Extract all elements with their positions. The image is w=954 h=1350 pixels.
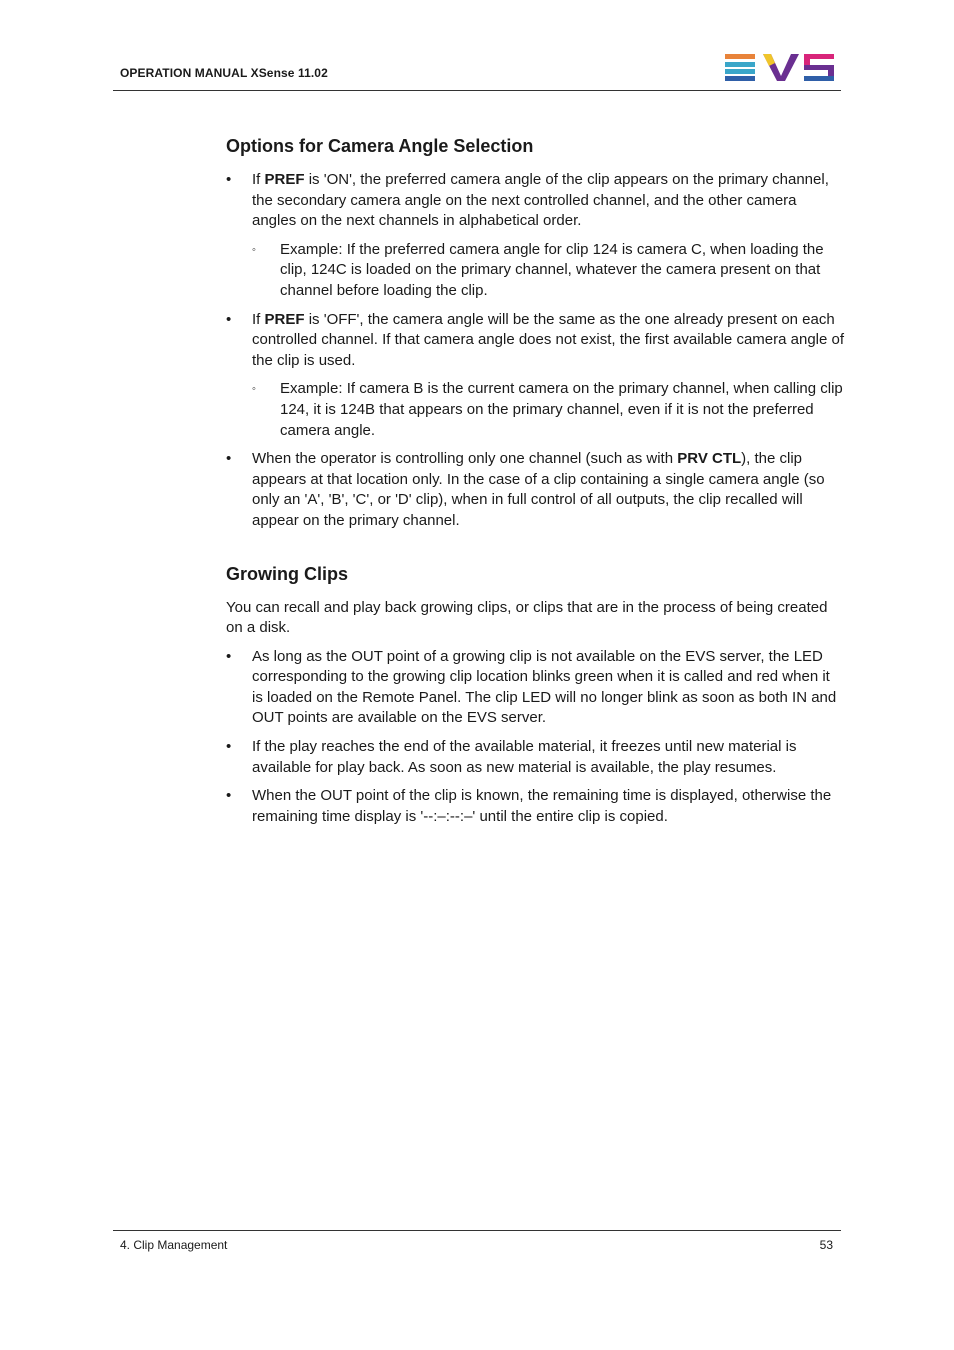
page-content — [226, 134, 844, 835]
list-item: • If PREF is 'OFF', the camera angle will be the same as the one already present on each controlled channel. If that camera angle does not exist, the first available camera angle of the clip is used. ◦ Example: If camera B is the current camera on the primary channel, when calling clip 124, it is 124B that appears on the primary channel, even if it is not the preferred camera angle. — [226, 310, 844, 442]
growing-clips-intro: You can recall and play back growing clips, or clips that are in the process of being created on a disk. — [226, 598, 828, 637]
section-heading-growing-clips: Growing Clips — [226, 563, 349, 584]
page-number: 53 — [819, 1238, 833, 1252]
list-item: • If the play reaches the end of the available material, it freezes until new material is available for play back. As soon as new material is available, the play resumes. — [226, 738, 797, 776]
bullet: • — [226, 450, 232, 468]
bullet: • — [226, 310, 232, 328]
evs-logo — [725, 54, 835, 82]
sub-list — [252, 240, 844, 302]
sub-bullet: ◦ — [252, 243, 256, 256]
list-item: • When the OUT point of the clip is known, the remaining time is displayed, otherwise the remaining time display is '--:–:--:–' until the entire clip is copied. — [226, 787, 832, 825]
section-heading-camera-angle: Options for Camera Angle Selection — [226, 136, 534, 156]
bullet: • — [226, 738, 232, 756]
footer-divider — [113, 1230, 841, 1231]
sub-list-item: ◦ Example: If camera B is the current camera on the primary channel, when calling clip 124, it is 124B that appears on the primary channel, even if it is not the preferred camera angle. — [252, 380, 843, 439]
bullet: • — [226, 787, 232, 805]
growing-clips-list — [226, 647, 844, 828]
sub-list — [252, 379, 844, 441]
header-title: OPERATION MANUAL XSense 11.02 — [120, 66, 328, 80]
keyword-pref: PREF — [264, 171, 305, 188]
keyword-pref: PREF — [264, 310, 305, 328]
keyword-prv-ctl: PRV CTL — [677, 450, 742, 468]
header-divider — [113, 90, 841, 91]
list-item: • If PREF is 'ON', the preferred camera angle of the clip appears on the primary channel, the secondary camera angle on the next controlled channel, and the other camera angles on the next channels in alphabetical order. ◦ Example: If the preferred camera angle for clip 124 is camera C, when loading the clip, 124C is loaded on the primary channel, whatever the camera present on that channel before loading the clip. — [226, 170, 844, 302]
sub-bullet: ◦ — [252, 383, 256, 396]
sub-list-item: ◦ Example: If the preferred camera angle for clip 124 is camera C, when loading the clip, 124C is loaded on the primary channel, whatever the camera present on that channel before loading the clip. — [252, 240, 824, 299]
bullet: • — [226, 171, 232, 188]
footer-chapter: 4. Clip Management — [120, 1238, 228, 1252]
camera-angle-list — [226, 170, 844, 532]
list-item: • As long as the OUT point of a growing clip is not available on the EVS server, the LED corresponding to the growing clip location blinks green when it is called and red when it is loaded on the Remote Panel. The clip LED will no longer blink as soon as both IN and OUT points are available on the EVS server. — [226, 647, 837, 727]
bullet: • — [226, 647, 232, 665]
list-item: • When the operator is controlling only one channel (such as with PRV CTL), the clip appears at that location only. In the case of a clip containing a single camera angle (so only an 'A', 'B', 'C', or 'D' clip), when in full control of all outputs, the clip recalled will appear on the primary channel. — [226, 450, 825, 529]
